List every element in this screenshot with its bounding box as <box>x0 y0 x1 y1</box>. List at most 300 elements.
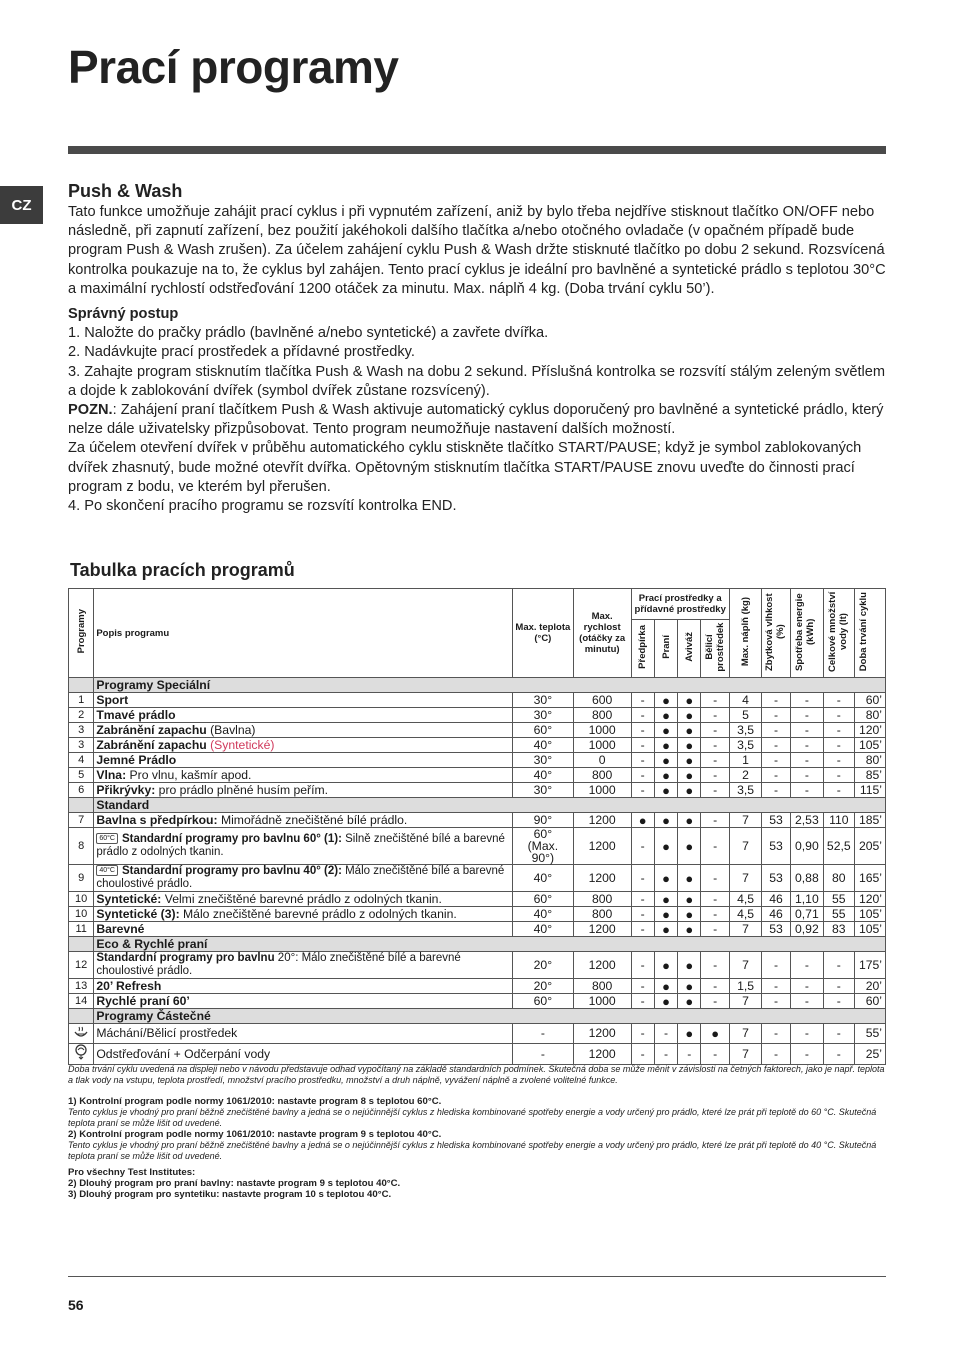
cell-spd: 800 <box>573 708 631 723</box>
cell-temp: 40° <box>512 907 573 922</box>
cell-pre: - <box>631 828 654 865</box>
cell-wat: - <box>824 994 854 1009</box>
cell-dur: 80’ <box>854 753 886 768</box>
header-row <box>69 589 886 620</box>
cell-load: 3,5 <box>729 783 761 798</box>
cell-spd: 1200 <box>573 922 631 937</box>
note-1-title: 1) Kontrolní program podle normy 1061/2010: nastavte program 8 s teplotou 60°C. <box>68 1096 442 1107</box>
note-text: : Zahájení praní tlačítkem Push & Wash aktivuje automatický cyklus doporučený pro bavlněné a syntetické prádlo, který nelze dále uživatelsky přizpůsobovat. Tento program neumožňuje nastavení dalších možností. <box>68 402 884 438</box>
cell-pre: - <box>631 922 654 937</box>
program-name: Zabránění zapachu <box>96 737 207 752</box>
section-partial: Programy Částečné <box>94 1009 886 1024</box>
cell-wash: ● <box>654 865 677 892</box>
program-name: Bavlna s předpírkou: <box>96 812 218 827</box>
program-row <box>69 693 886 708</box>
cell-dur: 115’ <box>854 783 886 798</box>
cell-wash: ● <box>654 994 677 1009</box>
program-row <box>69 952 886 979</box>
cell-hum: 53 <box>762 828 790 865</box>
program-name: 20’ Refresh <box>96 978 162 993</box>
cell-soft: ● <box>678 783 701 798</box>
cell-dur: 185’ <box>854 813 886 828</box>
cell-wat: - <box>824 979 854 994</box>
cell-wash: ● <box>654 768 677 783</box>
program-detail: Máchání/Bělicí prostředek <box>96 1026 238 1040</box>
cell-dur: 105’ <box>854 922 886 937</box>
cell-en: - <box>790 693 823 708</box>
cell-hum: 46 <box>762 892 790 907</box>
program-name: Syntetické: <box>96 891 162 906</box>
program-name: Jemné Prádlo <box>96 752 177 767</box>
program-row <box>69 892 886 907</box>
program-row <box>69 1024 886 1044</box>
cell-load: 1,5 <box>729 979 761 994</box>
cell-dur: 165’ <box>854 865 886 892</box>
cell-spd: 800 <box>573 892 631 907</box>
cell-pre: - <box>631 865 654 892</box>
cell-pre: - <box>631 708 654 723</box>
program-description <box>94 783 513 798</box>
cell-soft: ● <box>678 708 701 723</box>
cell-wat: 55 <box>824 892 854 907</box>
cell-hum: - <box>762 994 790 1009</box>
step-3: 3. Zahajte program stisknutím tlačítka Push & Wash na dobu 2 sekund. Příslušná kontrolka se rozsvítí stálým zeleným světlem a dojde k zablokování dvířek (symbol dvířek zůstane rozsvícený). <box>68 363 886 399</box>
program-name: Syntetické (3): <box>96 906 180 921</box>
cell-soft: ● <box>678 723 701 738</box>
program-detail: Pro vlnu, kašmír apod. <box>126 767 252 782</box>
program-row <box>69 922 886 937</box>
program-description <box>94 952 513 979</box>
cell-soft: ● <box>678 738 701 753</box>
cell-load: 7 <box>729 994 761 1009</box>
procedure-heading: Správný postup <box>68 306 179 323</box>
program-description <box>94 768 513 783</box>
cell-soft: ● <box>678 952 701 979</box>
page-number: 56 <box>68 1297 84 1313</box>
cell-load: 7 <box>729 1024 761 1044</box>
cell-bl: - <box>701 865 729 892</box>
program-name: Standardní programy pro bavlnu 60° (1): <box>121 833 342 845</box>
cell-pre: - <box>631 753 654 768</box>
cell-bl: - <box>701 922 729 937</box>
cell-soft: ● <box>678 907 701 922</box>
cell-pre: - <box>631 952 654 979</box>
program-name: Tmavé prádlo <box>96 707 176 722</box>
program-number: 5 <box>69 768 94 783</box>
header-max-load: Max. náplň (kg) <box>740 596 752 667</box>
cell-temp: 30° <box>512 753 573 768</box>
section-blank <box>69 937 94 952</box>
program-description <box>94 753 513 768</box>
cell-load: 4 <box>729 693 761 708</box>
spin-icon <box>73 1044 89 1060</box>
section-row <box>69 798 886 813</box>
program-number: 1 <box>69 693 94 708</box>
cell-wat: - <box>824 753 854 768</box>
header-energy: Spotřeba energie (kWh) <box>793 592 816 671</box>
program-detail: Málo znečištěné bílé a barevné choulostivé prádlo. <box>96 952 461 977</box>
program-number: 8 <box>69 828 94 865</box>
step-1: 1. Naložte do pračky prádlo (bavlněné a/nebo syntetické) a zavřete dvířka. <box>68 325 549 342</box>
cell-bl: - <box>701 952 729 979</box>
cell-en: - <box>790 1024 823 1044</box>
cell-spd: 1200 <box>573 1044 631 1065</box>
cell-temp: 40° <box>512 768 573 783</box>
cell-soft: - <box>678 1044 701 1065</box>
section-standard: Standard <box>94 798 886 813</box>
language-tab: CZ <box>0 186 43 224</box>
cell-bl: - <box>701 738 729 753</box>
program-name: Sport <box>96 692 129 707</box>
cell-wash: ● <box>654 907 677 922</box>
cell-wash: ● <box>654 708 677 723</box>
cell-spd: 1200 <box>573 1024 631 1044</box>
cell-temp: 60° <box>512 994 573 1009</box>
cell-hum: - <box>762 783 790 798</box>
note-1-text: Tento cyklus je vhodný pro praní běžně znečištěné bavlny a jedná se o nejúčinnější cyklus z hlediska kombinované spotřeby energie a vody určený pro prádlo, které lze prát při teplotě do 60 °C. Skutečná teplota praní se může lišit od uvedené. <box>68 1107 877 1128</box>
program-description <box>94 813 513 828</box>
cell-bl: - <box>701 753 729 768</box>
cell-hum: - <box>762 693 790 708</box>
cell-load: 4,5 <box>729 907 761 922</box>
footer-rule <box>68 1276 886 1277</box>
program-row <box>69 994 886 1009</box>
cell-bl: ● <box>701 1024 729 1044</box>
cell-en: - <box>790 952 823 979</box>
cell-spd: 800 <box>573 907 631 922</box>
page-title: Prací programy <box>68 41 399 93</box>
header-softener: Aviváž <box>683 632 695 663</box>
cell-pre: - <box>631 768 654 783</box>
cell-wat: - <box>824 708 854 723</box>
program-number: 12 <box>69 952 94 979</box>
cell-temp: 40° <box>512 738 573 753</box>
cell-en: - <box>790 994 823 1009</box>
header-max-temp: Max. teplota (°C) <box>512 589 573 678</box>
cell-spd: 0 <box>573 753 631 768</box>
cell-load: 7 <box>729 813 761 828</box>
program-description <box>94 723 513 738</box>
cell-wat: - <box>824 1044 854 1065</box>
section-eco: Eco & Rychlé praní <box>94 937 886 952</box>
cell-temp: 20° <box>512 979 573 994</box>
cell-hum: - <box>762 768 790 783</box>
cell-en: - <box>790 979 823 994</box>
program-description <box>94 738 513 753</box>
cell-en: - <box>790 738 823 753</box>
cell-dur: 60’ <box>854 693 886 708</box>
cell-spd: 1200 <box>573 865 631 892</box>
program-detail: (Syntetické) <box>206 737 275 752</box>
header-wash: Praní <box>660 635 672 660</box>
section-row <box>69 1009 886 1024</box>
cell-dur: 205’ <box>854 828 886 865</box>
footnotes <box>68 1064 886 1200</box>
program-detail: Silně znečištěné bílé a barevné prádlo z odolných tkanin. <box>96 833 505 858</box>
program-number: 13 <box>69 979 94 994</box>
cell-pre: - <box>631 907 654 922</box>
program-description <box>94 907 513 922</box>
section-special: Programy Speciální <box>94 678 886 693</box>
cell-load: 1 <box>729 753 761 768</box>
cell-pre: - <box>631 738 654 753</box>
cell-temp: 90° <box>512 813 573 828</box>
cell-en: - <box>790 1044 823 1065</box>
cell-wat: - <box>824 952 854 979</box>
cell-wash: ● <box>654 952 677 979</box>
note-2: Za účelem otevření dvířek v průběhu automatického cyklu stiskněte tlačítko START/PAUSE; když je symbol zablokovaných dvířek zhasnutý, bude možné otevřít dvířka. Opětovným stisknutím tlačítka START/PAUSE znovu uveďte do činnosti prací program z bodu, ve kterém byl přerušen. <box>68 440 862 495</box>
cell-bl: - <box>701 783 729 798</box>
cell-wat: 110 <box>824 813 854 828</box>
cell-bl: - <box>701 979 729 994</box>
cell-load: 7 <box>729 828 761 865</box>
program-row <box>69 865 886 892</box>
cell-load: 4,5 <box>729 892 761 907</box>
cell-pre: - <box>631 1024 654 1044</box>
cell-wat: 55 <box>824 907 854 922</box>
cell-temp: 30° <box>512 708 573 723</box>
cell-soft: ● <box>678 813 701 828</box>
cell-hum: 53 <box>762 922 790 937</box>
program-number: 10 <box>69 907 94 922</box>
note-2-text: Tento cyklus je vhodný pro praní běžně znečištěné bavlny a jedná se o nejúčinnější cyklus z hlediska kombinované spotřeby energie a vody určený pro prádlo, které lze prát při teplotě do 40 °C. Skutečná teplota praní se může lišit od uvedené. <box>68 1140 877 1161</box>
program-name: Standardní programy pro bavlnu <box>96 952 275 964</box>
cell-load: 3,5 <box>729 723 761 738</box>
cell-soft: ● <box>678 693 701 708</box>
section-row <box>69 937 886 952</box>
test-institute-1: 2) Dlouhý program pro praní bavlny: nastavte program 9 s teplotou 40°C. <box>68 1178 401 1189</box>
cell-wat: - <box>824 738 854 753</box>
note-2-title: 2) Kontrolní program podle normy 1061/2010: nastavte program 9 s teplotou 40°C. <box>68 1129 442 1140</box>
header-max-speed: Max. rychlost (otáčky za minutu) <box>573 589 631 678</box>
program-description <box>94 1024 513 1044</box>
cell-hum: - <box>762 952 790 979</box>
program-description <box>94 979 513 994</box>
program-detail: pro prádlo plněné husím peřím. <box>155 782 329 797</box>
cell-bl: - <box>701 693 729 708</box>
cell-load: 7 <box>729 952 761 979</box>
cell-spd: 1200 <box>573 828 631 865</box>
cell-spd: 800 <box>573 979 631 994</box>
cell-load: 7 <box>729 1044 761 1065</box>
cell-en: - <box>790 723 823 738</box>
note <box>68 401 886 439</box>
cell-temp-value: 60° <box>533 827 553 841</box>
cell-pre: - <box>631 723 654 738</box>
cell-dur: 60’ <box>854 994 886 1009</box>
cell-wat: 80 <box>824 865 854 892</box>
cell-en: 0,71 <box>790 907 823 922</box>
program-number: 10 <box>69 892 94 907</box>
program-row <box>69 907 886 922</box>
step-4: 4. Po skončení pracího programu se rozsvítí kontrolka END. <box>68 498 457 515</box>
cell-dur: 80’ <box>854 708 886 723</box>
cell-wash: ● <box>654 723 677 738</box>
program-description <box>94 865 513 892</box>
cell-wash: ● <box>654 738 677 753</box>
program-description <box>94 994 513 1009</box>
program-description <box>94 828 513 865</box>
cell-dur: 105’ <box>854 738 886 753</box>
program-number: 6 <box>69 783 94 798</box>
program-row <box>69 753 886 768</box>
cell-temp: 40° <box>512 865 573 892</box>
cell-spd: 1200 <box>573 952 631 979</box>
cell-bl: - <box>701 892 729 907</box>
header-prewash: Předpírka <box>637 625 649 670</box>
cell-wat: - <box>824 693 854 708</box>
cell-bl: - <box>701 768 729 783</box>
cell-temp: 60° <box>512 892 573 907</box>
program-name: Zabránění zapachu <box>96 722 207 737</box>
cell-hum: 53 <box>762 813 790 828</box>
cell-wat: - <box>824 783 854 798</box>
program-description <box>94 708 513 723</box>
program-detail: Málo znečištěné barevné prádlo z odolných tkanin. <box>179 906 457 921</box>
cell-temp-max: (Max. 90°) <box>527 839 559 865</box>
program-name: Vlna: <box>96 767 127 782</box>
program-number: 3 <box>69 738 94 753</box>
cell-pre: - <box>631 979 654 994</box>
program-number <box>69 1024 94 1044</box>
program-row <box>69 708 886 723</box>
program-number: 3 <box>69 723 94 738</box>
step-2: 2. Nadávkujte prací prostředek a přídavné prostředky. <box>68 344 415 361</box>
cell-temp <box>512 828 573 865</box>
cell-soft: ● <box>678 753 701 768</box>
program-detail: Málo znečištěné bílé a barevné choulostivé prádlo. <box>96 865 505 890</box>
cell-bl: - <box>701 813 729 828</box>
header-detergents: Prací prostředky a přídavné prostředky <box>631 589 729 620</box>
program-number: 4 <box>69 753 94 768</box>
program-detail: (Bavlna) <box>206 722 256 737</box>
cell-wash: ● <box>654 693 677 708</box>
cell-wash: ● <box>654 892 677 907</box>
push-wash-heading: Push & Wash <box>68 181 183 201</box>
cell-temp: - <box>512 1044 573 1065</box>
header-duration: Doba trvání cyklu <box>857 591 869 672</box>
section-blank <box>69 798 94 813</box>
cell-wat: - <box>824 723 854 738</box>
test-institute-2: 3) Dlouhý program pro syntetiku: nastavte program 10 s teplotou 40°C. <box>68 1189 392 1200</box>
program-number: 7 <box>69 813 94 828</box>
cell-load: 7 <box>729 922 761 937</box>
duration-note: Doba trvání cyklu uvedená na displeji nebo v návodu představuje odhad vypočítaný na základě standardních podmínek. Skutečná doba se může měnit v závislosti na četných faktorech, jako je např. teplota a tlak vody na vstupu, teplota prostředí, množství pracího prostředku, množství a druh náplně, vyvážení náplně a zvolené volitelné funkce. <box>68 1064 885 1085</box>
cell-dur: 120’ <box>854 723 886 738</box>
cell-hum: - <box>762 708 790 723</box>
cell-dur: 25’ <box>854 1044 886 1065</box>
cell-hum: - <box>762 1044 790 1065</box>
header-bleach: Bělicí prostředek <box>704 622 727 672</box>
program-row <box>69 723 886 738</box>
cell-temp: 30° <box>512 693 573 708</box>
program-detail: Velmi znečištěné barevné prádlo z odolných tkanin. <box>161 891 442 906</box>
cell-en: 2,53 <box>790 813 823 828</box>
program-table <box>68 588 886 1065</box>
cell-dur: 85’ <box>854 768 886 783</box>
cell-wat: - <box>824 1024 854 1044</box>
temperature-icon: 60°C <box>96 833 118 844</box>
cell-temp: 40° <box>512 922 573 937</box>
section-row <box>69 678 886 693</box>
cell-wash: - <box>654 1044 677 1065</box>
program-description <box>94 693 513 708</box>
cell-en: 0,90 <box>790 828 823 865</box>
cell-wat: 52,5 <box>824 828 854 865</box>
cell-soft: ● <box>678 768 701 783</box>
cell-wash: ● <box>654 828 677 865</box>
cell-spd: 1000 <box>573 994 631 1009</box>
cell-bl: - <box>701 723 729 738</box>
cell-en: - <box>790 708 823 723</box>
header-description: Popis programu <box>94 589 513 678</box>
title-rule <box>68 146 886 154</box>
cell-dur: 55’ <box>854 1024 886 1044</box>
cell-hum: - <box>762 738 790 753</box>
cell-temp: 60° <box>512 723 573 738</box>
program-detail: Odstřeďování + Odčerpání vody <box>96 1046 271 1061</box>
cell-temp: 20° <box>512 952 573 979</box>
cell-en: 1,10 <box>790 892 823 907</box>
program-row <box>69 768 886 783</box>
program-row <box>69 828 886 865</box>
program-description <box>94 892 513 907</box>
program-row <box>69 813 886 828</box>
cell-load: 2 <box>729 768 761 783</box>
table-heading: Tabulka pracích programů <box>70 560 295 580</box>
cell-soft: ● <box>678 994 701 1009</box>
cell-soft: ● <box>678 979 701 994</box>
header-programs: Programy <box>75 609 87 654</box>
cell-bl: - <box>701 708 729 723</box>
cell-hum: - <box>762 723 790 738</box>
cell-bl: - <box>701 828 729 865</box>
program-number: 11 <box>69 922 94 937</box>
section-blank <box>69 1009 94 1024</box>
cell-pre: - <box>631 994 654 1009</box>
rinse-icon <box>73 1025 89 1039</box>
cell-spd: 1000 <box>573 783 631 798</box>
program-row <box>69 738 886 753</box>
cell-wash: - <box>654 1024 677 1044</box>
cell-dur: 105’ <box>854 907 886 922</box>
cell-pre: - <box>631 693 654 708</box>
cell-hum: 53 <box>762 865 790 892</box>
cell-pre: - <box>631 1044 654 1065</box>
cell-hum: 46 <box>762 907 790 922</box>
cell-wash: ● <box>654 753 677 768</box>
program-name: Barevné <box>96 921 145 936</box>
program-name-suffix: 20°: <box>274 952 299 964</box>
cell-spd: 600 <box>573 693 631 708</box>
test-institutes-title: Pro všechny Test Institutes: <box>68 1167 196 1178</box>
note-label: POZN. <box>68 402 113 419</box>
push-wash-intro: Tato funkce umožňuje zahájit prací cyklus i při vypnutém zařízení, aniž by bylo třeba nejdříve stisknout tlačítko ON/OFF nebo následně, při zapnutí zařízení, bez použití jakéhokoli dalšího tlačítka a/nebo otočného ovladače (v opačném případě bude program Push & Wash zrušen). Za účelem zahájení cyklu Push & Wash držte stisknuté tlačítko po dobu 2 sekund. Rozsvícená kontrolka poukazuje na to, že cyklus byl zahájen. Tento prací cyklus je ideální pro bavlněné a syntetické prádlo s teplotou 30°C a maximální rychlostí odstřeďování 1200 otáček za minutu. Max. náplň 4 kg. (Doba trvání cyklu 50’). <box>68 204 886 297</box>
cell-load: 7 <box>729 865 761 892</box>
cell-en: - <box>790 783 823 798</box>
cell-soft: ● <box>678 828 701 865</box>
program-detail: Mimořádně znečištěné bílé prádlo. <box>217 812 408 827</box>
cell-wat: 83 <box>824 922 854 937</box>
cell-pre: ● <box>631 813 654 828</box>
cell-wash: ● <box>654 922 677 937</box>
program-number: 9 <box>69 865 94 892</box>
program-number <box>69 1044 94 1065</box>
program-row <box>69 979 886 994</box>
cell-soft: ● <box>678 1024 701 1044</box>
cell-en: - <box>790 768 823 783</box>
program-row <box>69 1044 886 1065</box>
